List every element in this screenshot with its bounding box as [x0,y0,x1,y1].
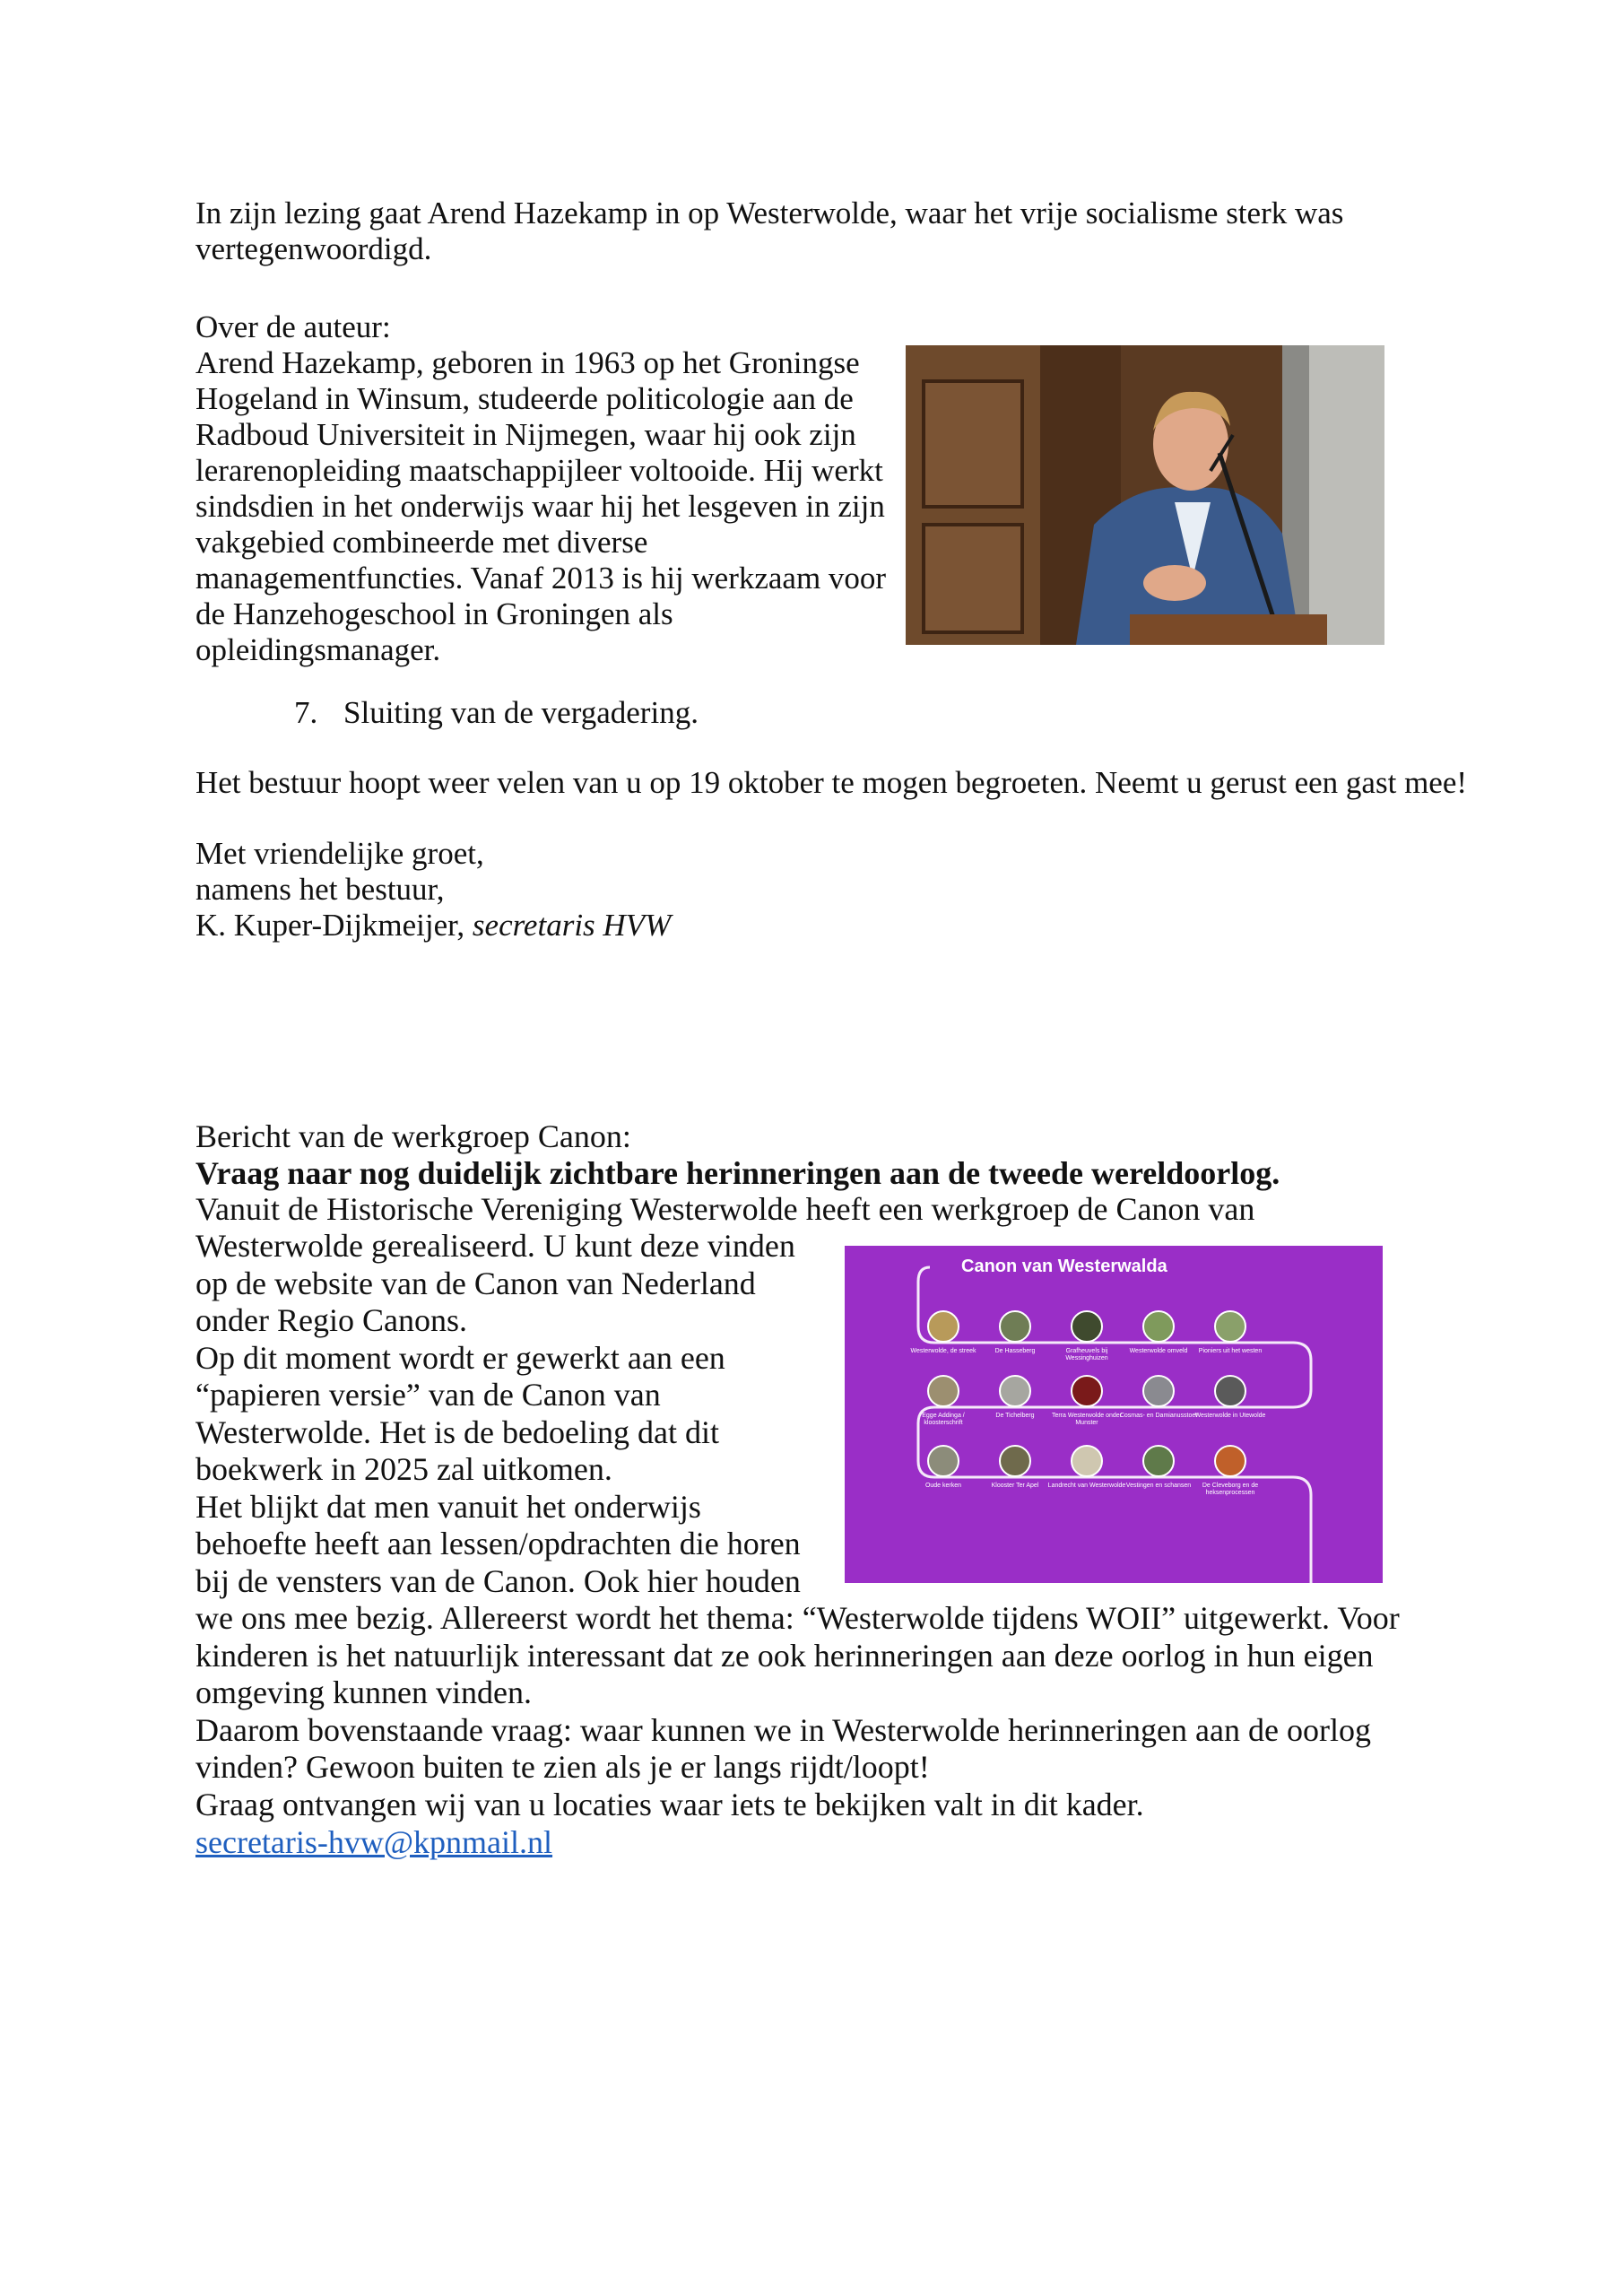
canon-window-label: De Hasseberg [994,1348,1036,1354]
on-behalf: namens het bestuur, [195,872,445,907]
speaker-photo-illustration [906,345,1384,645]
author-line: Radboud Universiteit in Nijmegen, waar hij ook zijn [195,417,856,452]
canon-section-headline: Vraag naar nog duidelijk zichtbare herinneringen aan de tweede wereldoorlog. [195,1155,1280,1191]
canon-window-label: Cosmas- en Damianusstoet [1119,1413,1198,1419]
signer-name: K. Kuper-Dijkmeijer, [195,908,465,943]
canon-full-line: omgeving kunnen vinden. [195,1674,532,1710]
canon-window-label: Westerwolde in Utewolde [1194,1413,1266,1419]
canon-window-label: Oude kerken [924,1483,962,1489]
canon-narrow-line: Het blijkt dat men vanuit het onderwijs [195,1488,701,1525]
canon-window-label: Grafheuvels bij Wessinghuizen [1065,1348,1108,1361]
canon-window-icon [927,1375,959,1407]
canon-window-label: Vestingen en schansen [1125,1483,1192,1489]
canon-window-icon [1142,1310,1175,1343]
canon-window-icon [1142,1375,1175,1407]
canon-window-label: Egge Addinga / kloosterschrift [922,1413,965,1426]
canon-window-label: Terra Westerwolde onder Munster [1051,1413,1123,1426]
agenda-item-number: 7. [294,695,318,730]
canon-window-label: Klooster Ter Apel [991,1483,1039,1489]
canon-window-icon [1214,1375,1246,1407]
canon-full-line: Graag ontvangen wij van u locaties waar iets te bekijken valt in dit kader. [195,1786,1144,1822]
canon-wide-line: Vanuit de Historische Vereniging Westerwolde heeft een werkgroep de Canon van [195,1191,1255,1227]
canon-window-icon [927,1310,959,1343]
canon-narrow-line: Westerwolde. Het is de bedoeling dat dit [195,1413,719,1450]
author-section [195,309,886,668]
closing-line: Het bestuur hoopt weer velen van u op 19 oktober te mogen begroeten. Neemt u gerust een gast mee! [195,765,1468,800]
canon-window-icon [1071,1445,1103,1477]
canon-window-icon [927,1445,959,1477]
canon-window-icon [1214,1310,1246,1343]
author-line: de Hanzehogeschool in Groningen als [195,596,673,631]
author-line: opleidingsmanager. [195,632,441,667]
author-heading: Over de auteur: [195,309,391,344]
canon-narrow-line: boekwerk in 2025 zal uitkomen. [195,1451,612,1487]
canon-narrow-line: behoefte heeft aan lessen/opdrachten die horen [195,1526,801,1561]
canon-window-label: De Cleveborg en de heksenprocessen [1202,1483,1259,1496]
canon-window-label: De Tichelberg [995,1413,1035,1419]
canon-window-label: Pioniers uit het westen [1198,1348,1263,1354]
email-link[interactable]: secretaris-hvw@kpnmail.nl [195,1824,553,1860]
canon-full-line: vinden? Gewoon buiten te zien als je er langs rijdt/loopt! [195,1749,930,1785]
canon-full-line: we ons mee bezig. Allereerst wordt het thema: “Westerwolde tijdens WOII” uitgewerkt. Voor [195,1600,1400,1636]
author-line: sindsdien in het onderwijs waar hij het lesgeven in zijn [195,489,885,524]
canon-narrow-line: Westerwolde gerealiseerd. U kunt deze vinden [195,1228,795,1264]
author-line: vakgebied combineerde met diverse [195,525,648,560]
canon-window-label: Westerwolde, de streek [910,1348,976,1354]
canon-full-line: Daarom bovenstaande vraag: waar kunnen we in Westerwolde herinneringen aan de oorlog [195,1711,1371,1748]
intro-line: vertegenwoordigd. [195,231,432,266]
signer-title: secretaris HVW [472,908,672,943]
canon-window-icon [999,1445,1031,1477]
canon-timeline-image [845,1246,1383,1583]
canon-window-icon [1142,1445,1175,1477]
canon-section-intro: Bericht van de werkgroep Canon: [195,1118,631,1154]
canon-window-icon [1071,1310,1103,1343]
speaker-photo [906,345,1384,645]
canon-full-paragraph [195,1600,1400,1823]
signer-line [195,908,671,944]
author-line: Arend Hazekamp, geboren in 1963 op het Groningse [195,345,860,380]
intro-line: In zijn lezing gaat Arend Hazekamp in op Westerwolde, waar het vrije socialisme sterk was [195,196,1344,230]
author-line: Hogeland in Winsum, studeerde politicologie aan de [195,381,854,416]
canon-window-icon [1214,1445,1246,1477]
canon-window-icon [999,1310,1031,1343]
canon-narrow-line: op de website van de Canon van Nederland [195,1265,756,1301]
canon-full-line: kinderen is het natuurlijk interessant dat ze ook herinneringen aan deze oorlog in hun eigen [195,1637,1374,1674]
canon-narrow-paragraph [195,1228,801,1600]
canon-window-label: Landrecht van Westerwolde [1047,1483,1126,1489]
intro-paragraph [195,196,1343,267]
canon-narrow-line: bij de vensters van de Canon. Ook hier houden [195,1562,801,1599]
canon-image-title: Canon van Westerwalda [961,1257,1167,1276]
canon-narrow-line: onder Regio Canons. [195,1302,467,1338]
canon-window-icon [1071,1375,1103,1407]
agenda-item-text: Sluiting van de vergadering. [343,695,699,730]
canon-window-icon [999,1375,1031,1407]
greeting: Met vriendelijke groet, [195,836,484,871]
canon-narrow-line: “papieren versie” van de Canon van [195,1377,661,1413]
author-line: lerarenopleiding maatschappijleer voltooide. Hij werkt [195,453,883,488]
signature-block [195,836,671,944]
canon-window-label: Westerwolde omveld [1129,1348,1188,1354]
canon-narrow-line: Op dit moment wordt er gewerkt aan een [195,1339,725,1376]
author-line: managementfuncties. Vanaf 2013 is hij werkzaam voor [195,561,887,596]
